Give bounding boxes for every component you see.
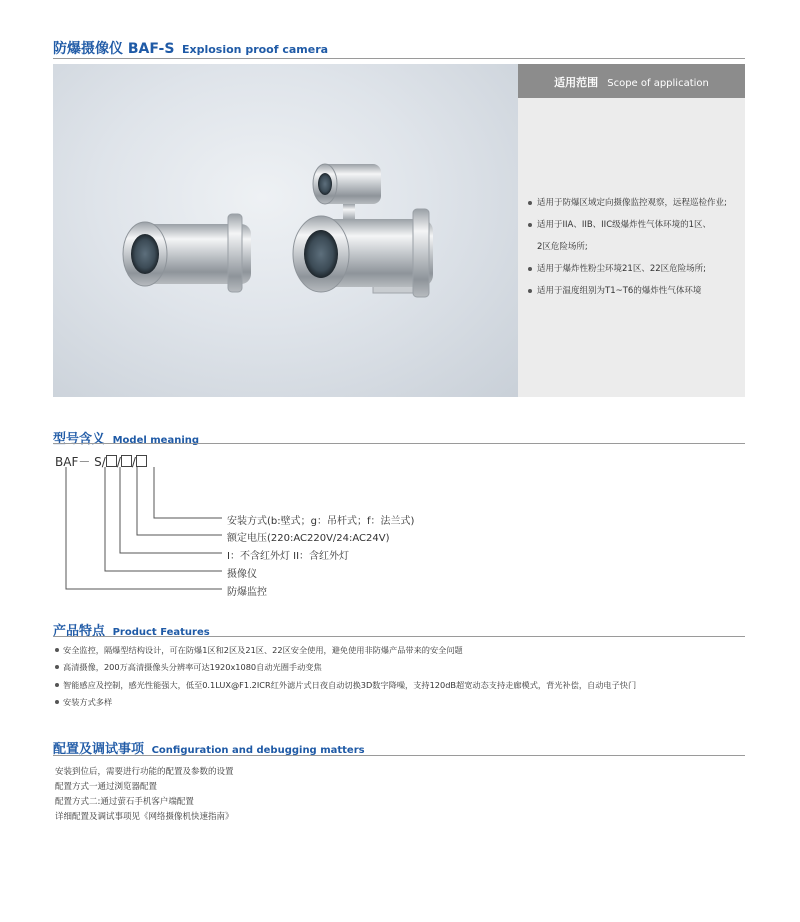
camera-right [293,164,433,297]
model-slot-box [136,455,147,467]
camera-left [123,214,251,292]
scope-header [518,64,745,98]
model-label-camera: 摄像仪 [227,569,257,580]
camera-illustration [53,64,518,397]
scope-list [528,192,742,302]
list-item-continuation: 2区危险场所; [537,242,588,252]
bullet-icon [55,700,59,704]
bullet-icon [55,648,59,652]
features-title-en: Product Features [112,627,210,638]
list-item: 适用于防爆区域定向摄像监控观察，远程巡检作业; [528,192,742,214]
model-section-title [53,428,199,447]
model-title-cn: 型号含义 [53,432,106,447]
product-photo [53,64,518,397]
config-title-en: Configuration and debugging matters [151,745,365,756]
model-slot-box [121,455,132,467]
config-line: 安装到位后，需要进行功能的配置及参数的设置 [55,767,234,777]
config-title-cn: 配置及调试事项 [53,742,145,757]
scope-title-en: Scope of application [607,78,709,89]
list-item: 高清摄像，200万高清摄像头分辨率可达1920x1080自动光圈手动变焦 [55,662,322,673]
model-code: BAF－ S/ / / [55,453,147,470]
bullet-icon [528,201,532,205]
list-item: 适用于爆炸性粉尘环境21区、22区危险场所; [528,258,742,280]
page-title-cn: 防爆摄像仪 BAF-S [53,41,175,57]
model-label-voltage: 额定电压(220:AC220V/24:AC24V) [227,533,390,544]
bullet-icon [55,665,59,669]
list-item: 安全监控，隔爆型结构设计，可在防爆1区和2区及21区、22区安全使用，避免使用非防爆产品带来的安全问题 [55,645,463,656]
bullet-icon [55,683,59,687]
list-item: 安装方式多样 [55,697,112,708]
list-item: 适用于温度组别为T1~T6的爆炸性气体环境 [528,280,742,302]
bullet-icon [528,267,532,271]
page-title-en: Explosion proof camera [181,43,329,56]
model-label-install: 安装方式(b:壁式；g：吊杆式；f：法兰式) [227,516,415,527]
list-item: 智能感应及控制，感光性能强大，低至0.1LUX@F1.2ICR红外滤片式日夜自动切换3D数字降噪，支持120dB超宽动态支持走廊模式，背光补偿，自动电子快门 [55,680,636,691]
model-title-en: Model meaning [112,435,200,446]
config-line: 配置方式二:通过萤石手机客户端配置 [55,797,194,807]
scope-panel [518,64,745,397]
page-title [53,38,328,58]
title-divider [53,58,745,59]
bullet-icon [528,289,532,293]
model-label-infrared: I：不含红外灯 II：含红外灯 [227,551,350,562]
config-line: 配置方式一通过浏览器配置 [55,782,158,792]
config-divider [53,755,745,756]
features-divider [53,636,745,637]
model-label-monitor: 防爆监控 [227,587,267,598]
bullet-icon [528,223,532,227]
config-line: 详细配置及调试事项见《网络摄像机快速指南》 [55,812,234,822]
model-slot-box [106,455,117,467]
list-item: 适用于IIA、IIB、IIC级爆炸性气体环境的1区、 [528,214,742,236]
scope-title-cn: 适用范围 [554,76,599,89]
model-divider [53,443,745,444]
features-title-cn: 产品特点 [53,624,106,639]
